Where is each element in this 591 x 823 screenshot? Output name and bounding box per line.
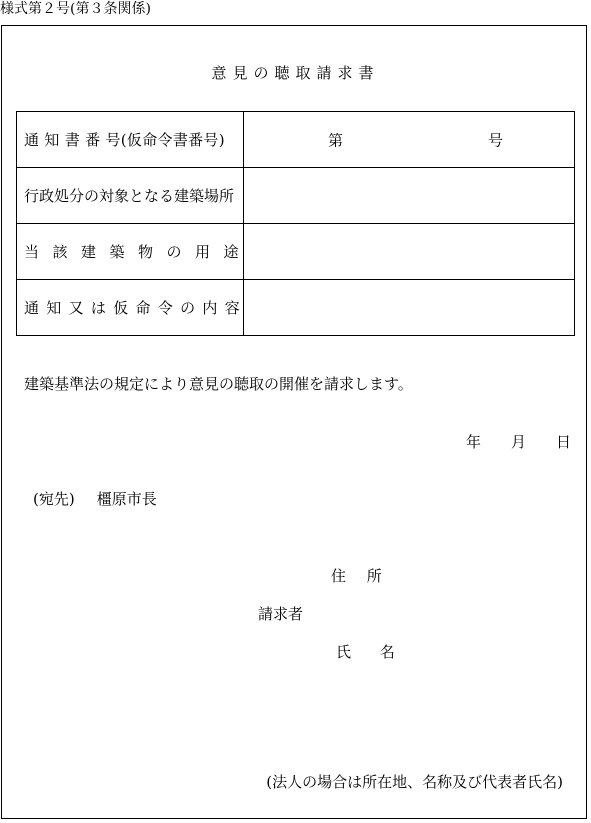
address-label: 住 所 <box>331 567 390 585</box>
table-row <box>17 168 575 224</box>
recipient-line <box>33 488 157 509</box>
building-use-label: 当該建築物の用途 <box>17 224 244 280</box>
requester-label: 請求者 <box>258 605 304 623</box>
request-info-table <box>16 111 575 336</box>
corporation-footnote: (法人の場合は所在地、名称及び代表者氏名) <box>266 773 563 791</box>
building-location-label: 行政処分の対象となる建築場所 <box>17 168 244 224</box>
table-row <box>17 280 575 336</box>
notice-content-label: 通知又は仮命令の内容 <box>17 280 244 336</box>
building-location-field[interactable] <box>244 168 575 224</box>
notice-number-prefix: 第 <box>328 131 344 149</box>
notice-number-suffix: 号 <box>488 131 504 149</box>
date-month-label: 月 <box>511 433 527 451</box>
table-row <box>17 224 575 280</box>
recipient-prefix: (宛先) <box>33 490 75 508</box>
form-number-label: 様式第２号(第３条関係) <box>0 1 151 17</box>
notice-content-field[interactable] <box>244 280 575 336</box>
table-row <box>17 112 575 168</box>
name-label: 氏 名 <box>336 643 407 661</box>
building-use-field[interactable] <box>244 224 575 280</box>
date-day-label: 日 <box>556 433 572 451</box>
notice-number-field[interactable] <box>244 112 575 168</box>
notice-number-label: 通 知 書 番 号(仮命令書番号) <box>17 112 244 168</box>
date-year-label: 年 <box>466 433 482 451</box>
request-statement: 建築基準法の規定により意見の聴取の開催を請求します。 <box>24 375 413 393</box>
document-title: 意見の聴取請求書 <box>211 64 380 82</box>
recipient-name: 橿原市長 <box>96 490 157 508</box>
